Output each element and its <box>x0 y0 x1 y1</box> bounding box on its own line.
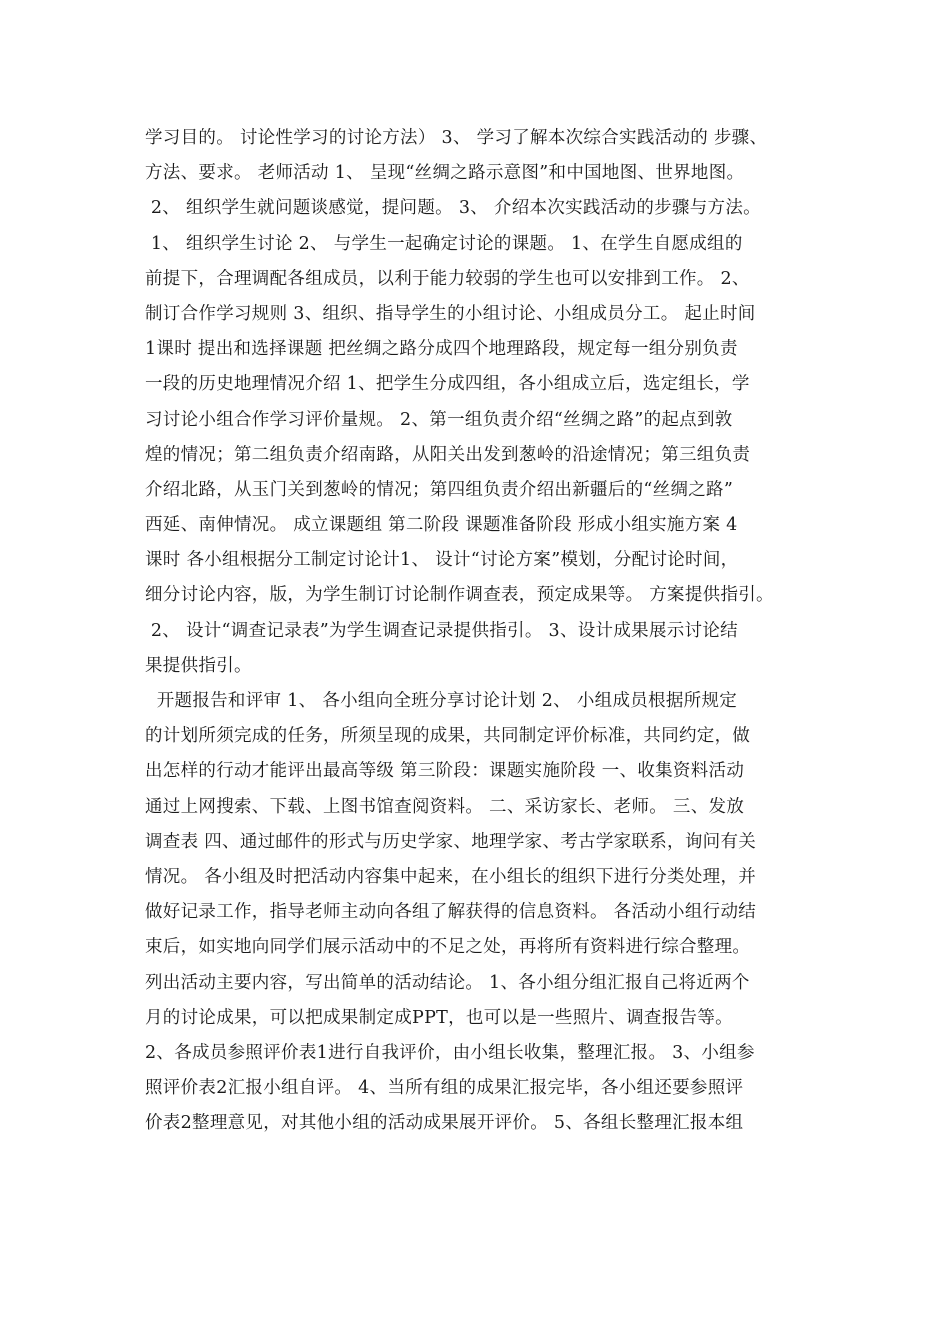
text-line: 前提下，合理调配各组成员，以利于能力较弱的学生也可以安排到工作。 2、 <box>145 268 750 289</box>
text-line: 制订合作学习规则 3、组织、指导学生的小组讨论、小组成员分工。 起止时间 <box>145 303 756 324</box>
text-line: 方法、要求。 老师活动 1、 呈现“丝绸之路示意图”和中国地图、世界地图。 <box>145 163 745 184</box>
document-body <box>145 121 825 1141</box>
text-line: 照评价表2汇报小组自评。 4、当所有组的成果汇报完毕，各小组还要参照评 <box>145 1078 744 1099</box>
text-line: 1、 组织学生讨论 2、 与学生一起确定讨论的课题。 1、在学生自愿成组的 <box>145 233 743 254</box>
text-line: 列出活动主要内容，写出简单的活动结论。 1、各小组分组汇报自己将近两个 <box>145 972 750 993</box>
text-line: 开题报告和评审 1、 各小组向全班分享讨论计划 2、 小组成员根据所规定 <box>145 691 738 711</box>
text-line: 煌的情况；第二组负责介绍南路，从阳关出发到葱岭的沿途情况；第三组负责 <box>145 444 751 465</box>
text-line: 的计划所须完成的任务，所须呈现的成果，共同制定评价标准，共同约定，做 <box>145 726 751 747</box>
text-line: 学习目的。 讨论性学习的讨论方法） 3、 学习了解本次综合实践活动的 步骤、 <box>145 128 768 148</box>
text-line: 课时 各小组根据分工制定讨论计1、 设计“讨论方案”模划，分配讨论时间， <box>145 550 739 571</box>
text-line: 月的讨论成果，可以把成果制定成PPT，也可以是一些照片、调查报告等。 <box>145 1007 733 1028</box>
text-line: 通过上网搜索、下载、上图书馆查阅资料。 二、采访家长、老师。 三、发放 <box>145 796 745 817</box>
text-line: 2、 组织学生就问题谈感觉，提问题。 3、 介绍本次实践活动的步骤与方法。 <box>145 198 761 219</box>
text-line: 调查表 四、通过邮件的形式与历史学家、地理学家、考古学家联系，询问有关 <box>145 831 757 852</box>
text-line: 情况。 各小组及时把活动内容集中起来，在小组长的组织下进行分类处理，并 <box>145 866 757 887</box>
text-line: 一段的历史地理情况介绍 1、把学生分成四组，各小组成立后，选定组长，学 <box>145 374 750 395</box>
text-line: 习讨论小组合作学习评价量规。 2、第一组负责介绍“丝绸之路”的起点到敦 <box>145 409 733 430</box>
text-line: 2、各成员参照评价表1进行自我评价，由小组长收集，整理汇报。 3、小组参 <box>145 1042 755 1063</box>
text-line: 西延、南伸情况。 成立课题组 第二阶段 课题准备阶段 形成小组实施方案 4 <box>145 515 738 536</box>
text-line: 介绍北路，从玉门关到葱岭的情况；第四组负责介绍出新疆后的“丝绸之路” <box>145 479 734 500</box>
text-line: 果提供指引。 <box>145 655 252 676</box>
text-line: 价表2整理意见，对其他小组的活动成果展开评价。 5、各组长整理汇报本组 <box>145 1113 744 1134</box>
text-line: 做好记录工作，指导老师主动向各组了解获得的信息资料。 各活动小组行动结 <box>145 902 757 923</box>
text-line: 2、 设计“调查记录表”为学生调查记录提供指引。 3、设计成果展示讨论结 <box>145 620 738 641</box>
text-line: 细分讨论内容，版，为学生制订讨论制作调查表，预定成果等。 方案提供指引。 <box>145 585 774 606</box>
text-line: 出怎样的行动才能评出最高等级 第三阶段：课题实施阶段 一、收集资料活动 <box>145 761 745 782</box>
text-line: 1课时 提出和选择课题 把丝绸之路分成四个地理路段，规定每一组分别负责 <box>145 339 738 360</box>
text-line: 束后，如实地向同学们展示活动中的不足之处，再将所有资料进行综合整理。 <box>145 937 751 958</box>
